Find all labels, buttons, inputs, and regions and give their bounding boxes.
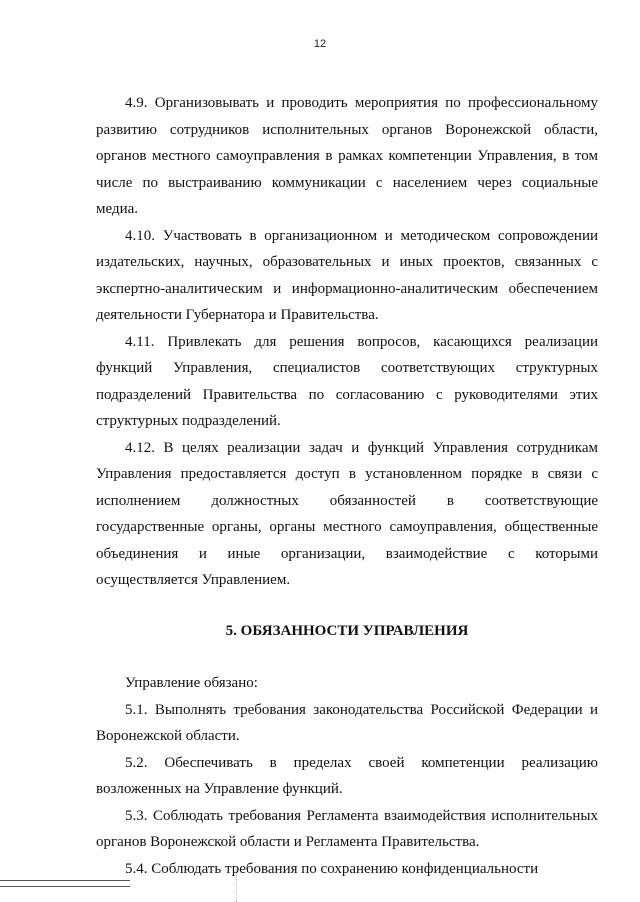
section-heading: 5. ОБЯЗАННОСТИ УПРАВЛЕНИЯ xyxy=(225,622,469,639)
paragraph-5-2: 5.2. Обеспечивать в пределах своей компетенции реализацию возложенных на Управление функций. xyxy=(96,754,598,797)
page-number: 12 xyxy=(313,38,327,50)
document-body xyxy=(96,90,598,882)
paragraph-intro: Управление обязано: xyxy=(125,675,258,691)
scan-mark xyxy=(236,870,237,902)
scan-edge-line xyxy=(0,886,130,887)
paragraph-4-9: 4.9. Организовывать и проводить мероприятия по профессиональному развитию сотрудников исполнительных органов Воронежской области, органов местного самоуправления в рамках компетенции Управления, в том числе по выстраиванию коммуникации с населением через социальные медиа. xyxy=(96,95,598,217)
paragraph-4-10: 4.10. Участвовать в организационном и методическом сопровождении издательских, научных, образовательных и иных проектов, связанных с экспертно-аналитическим и информационно-аналитическим обеспечением деятельности Губернатора и Правительства. xyxy=(96,227,598,323)
paragraph-5-3: 5.3. Соблюдать требования Регламента взаимодействия исполнительных органов Воронежской области и Регламента Правительства. xyxy=(96,807,598,850)
paragraph-4-12: 4.12. В целях реализации задач и функций Управления сотрудникам Управления предоставляется доступ в установленном порядке в связи с исполнением должностных обязанностей в соответствующие государственные органы, органы местного самоуправления, общественные объединения и иные организации, взаимодействие с которыми осуществляется Управлением. xyxy=(96,439,598,588)
scan-edge-line xyxy=(0,880,130,881)
paragraph-4-11: 4.11. Привлекать для решения вопросов, касающихся реализации функций Управления, специалистов соответствующих структурных подразделений Правительства по согласованию с руководителями этих структурных подразделений. xyxy=(96,333,598,429)
paragraph-5-1: 5.1. Выполнять требования законодательства Российской Федерации и Воронежской области. xyxy=(96,701,598,744)
paragraph-5-4: 5.4. Соблюдать требования по сохранению конфиденциальности xyxy=(125,860,539,877)
